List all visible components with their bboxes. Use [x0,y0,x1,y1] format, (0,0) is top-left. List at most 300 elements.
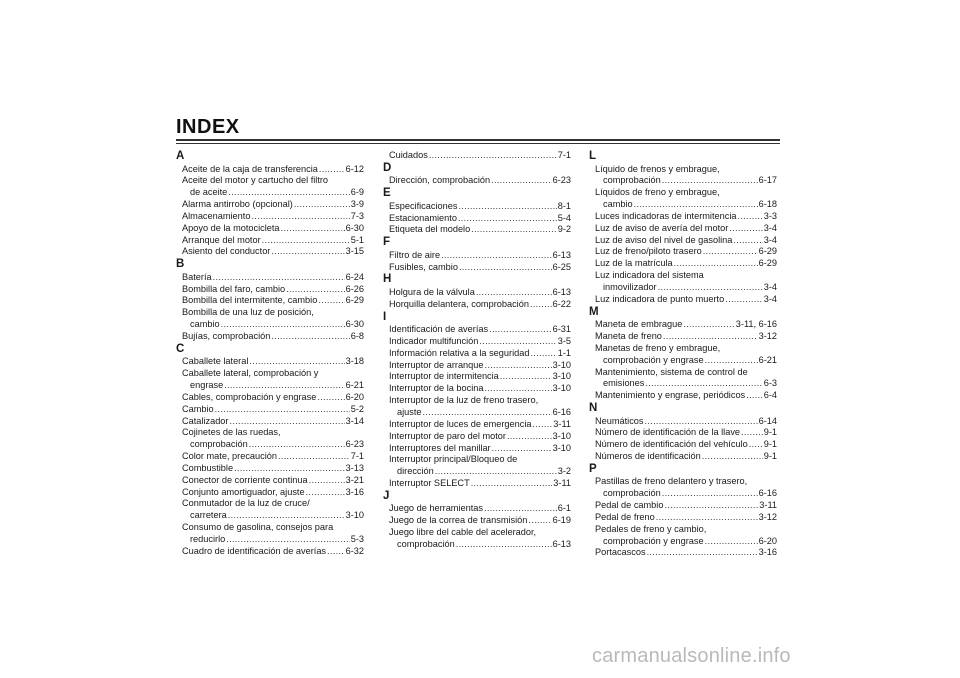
index-entry-text: Luz de aviso del nivel de gasolina [595,234,733,245]
index-entry [589,319,777,331]
index-entry-line: Caballete lateral, comprobación y [182,368,319,379]
dot-leader [729,223,762,235]
index-subentry [589,488,777,500]
index-entry [589,439,777,451]
index-page-number: 3-10 [552,442,571,453]
index-entry [589,512,777,524]
index-letter-heading: B [176,258,185,271]
index-entry-text: Interruptor de luces de emergencia [389,418,532,429]
index-entry-text: Interruptor de intermitencia [389,371,499,382]
dot-leader [435,466,557,478]
index-page-number: 7-3 [350,210,364,221]
index-letter-heading: A [176,150,185,162]
index-entry-text: Número de identificación de la llave [595,427,741,438]
index-entry-text: cambio [603,199,633,210]
index-entry-text: Batería [182,271,212,282]
index-entry [176,164,364,176]
index-entry [383,383,571,395]
dot-leader [737,211,762,223]
index-entry-text: Bombilla del intermitente, cambio [182,295,318,306]
index-entry-text: Catalizador [182,415,229,426]
index-page-number: 6-32 [345,545,364,556]
dot-leader [459,262,552,274]
index-entry-text: Identificación de averías [389,324,489,335]
dot-leader [484,503,557,515]
index-entry-line: Interruptor principal/Bloqueo de [389,454,518,465]
dot-leader [234,463,345,475]
index-entry [176,235,364,247]
dot-leader [441,250,552,262]
index-entry [176,331,364,343]
watermark: carmanualsonline.info [592,645,791,667]
index-entry-line: Líquidos de freno y embrague, [595,187,720,198]
index-entry [176,356,364,368]
index-entry [176,487,364,499]
index-entry-line: Consumo de gasolina, consejos para [182,522,334,533]
dot-leader [271,246,344,258]
index-page-number: 7-1 [557,150,571,160]
index-entry-text: emisiones [603,378,645,389]
index-entry-text: Cuadro de identificación de averías [182,545,327,556]
index-entry [589,235,777,247]
index-page-number: 6-13 [552,286,571,297]
dot-leader [229,416,344,428]
dot-leader [733,235,762,247]
index-entry-text: de aceite [190,187,228,198]
index-entry-text: Indicador multifunción [389,335,479,346]
dot-leader [489,324,552,336]
index-entry-text: Conjunto amortiguador, ajuste [182,486,305,497]
index-entry-text: Bombilla del faro, cambio [182,283,286,294]
title-rule-thin [176,143,780,144]
index-page-number: 6-18 [758,199,777,210]
index-entry-text: cambio [190,319,220,330]
index-subentry [383,539,571,551]
index-page-number: 3-13 [345,462,364,473]
index-subentry [176,319,364,331]
index-page-number: 3-12 [758,511,777,522]
dot-leader [224,380,344,392]
index-page-number: 3-4 [763,234,777,245]
index-subentry [589,282,777,294]
index-entry-line: Bombilla de una luz de posición, [182,307,314,318]
index-page-number: 6-30 [345,319,364,330]
dot-leader [485,360,552,372]
dot-leader [221,319,345,331]
index-entry-text: Aceite de la caja de transferencia [182,163,318,174]
dot-leader [491,175,552,187]
index-entry-text: Luces indicadoras de intermitencia [595,210,737,221]
index-entry [589,427,777,439]
index-entry-text: Luz de aviso de avería del motor [595,222,729,233]
dot-leader [634,199,758,211]
index-entry [176,451,364,463]
index-page-number: 6-13 [552,538,571,549]
index-page-number: 7-1 [350,451,364,462]
index-entry-text: Mantenimiento y engrase, periódicos [595,390,746,401]
index-entry-text: engrase [190,380,224,390]
dot-leader [458,213,557,225]
index-entry [589,451,777,463]
dot-leader [741,427,763,439]
index-subentry [176,187,364,199]
dot-leader [294,199,350,211]
index-entry-text: Horquilla delantera, comprobación [389,298,529,309]
index-entry-text: comprobación y engrase [603,354,704,365]
dot-leader [749,439,763,451]
index-entry-text: comprobación [603,175,661,186]
index-letter-heading: L [589,150,597,162]
dot-leader [271,331,349,343]
index-entry-text: Cables, comprobación y engrase [182,391,317,402]
index-entry [383,299,571,311]
index-entry [383,213,571,225]
index-entry [383,503,571,515]
index-entry-text: inmovilizador [603,281,657,292]
index-entry-text: dirección [397,466,434,477]
index-page-number: 9-1 [763,427,777,438]
dot-leader [664,500,758,512]
index-page-number: 3-10 [552,359,571,370]
index-entry [176,284,364,296]
dot-leader [662,488,758,500]
index-page-number: 8-1 [557,200,571,211]
index-entry-text: Luz de la matrícula [595,258,673,269]
dot-leader [746,390,763,402]
index-entry [383,478,571,490]
index-page-number: 6-4 [763,390,777,401]
index-letter-heading: M [589,305,599,318]
index-page-number: 9-2 [557,224,571,235]
index-page-number: 6-24 [345,271,364,282]
index-entry [589,390,777,402]
index-entry [589,331,777,343]
index-entry-line: Pastillas de freno delantero y trasero, [595,476,748,487]
dot-leader [702,451,763,463]
index-entry-text: Juego de herramientas [389,503,483,514]
dot-leader [663,331,758,343]
index-entry-text: Combustible [182,462,234,473]
dot-leader [228,510,345,522]
index-page-number: 6-1 [557,503,571,514]
dot-leader [507,431,552,443]
index-page-number: 6-29 [345,295,364,306]
index-page-number: 3-10 [552,383,571,394]
dot-leader [317,392,344,404]
index-subentry [383,466,571,478]
index-page-number: 6-30 [345,222,364,233]
index-entry [176,404,364,416]
index-entry-line: Mantenimiento, sistema de control de [595,366,748,377]
dot-leader [725,294,762,306]
index-page-number: 6-14 [758,415,777,426]
index-entry-text: reducirlo [190,533,226,544]
index-entry [589,211,777,223]
index-page-number: 6-19 [552,515,571,526]
index-entry-text: Interruptor de arranque [389,359,484,370]
index-page-number: 6-16 [758,488,777,499]
dot-leader [249,439,345,451]
index-entry-text: Pedal de cambio [595,500,664,511]
index-entry [383,262,571,274]
index-letter-heading: P [589,462,597,475]
index-page-number: 3-5 [557,335,571,346]
index-entry [383,348,571,360]
index-entry [383,360,571,372]
index-page-number: 6-25 [552,261,571,272]
index-entry-text: Pedal de freno [595,511,655,522]
index-entry-text: Maneta de embrague [595,319,683,330]
index-entry-text: Fusibles, cambio [389,261,458,272]
dot-leader [479,336,556,348]
index-entry [589,416,777,428]
index-page-number: 6-9 [350,187,364,198]
index-entry-line: Juego libre del cable del acelerador, [389,527,537,538]
index-entry-text: Apoyo de la motocicleta [182,222,280,233]
index-page-number: 5-1 [350,234,364,245]
index-entry [383,443,571,455]
index-entry [383,150,571,162]
index-entry-line: Aceite del motor y cartucho del filtro [182,175,329,186]
index-page-number: 6-20 [758,535,777,546]
index-page-number: 6-23 [345,439,364,450]
dot-leader [458,201,556,213]
dot-leader [485,383,552,395]
index-entry-text: Bujías, comprobación [182,330,271,341]
dot-leader [658,282,763,294]
index-entry [383,250,571,262]
dot-leader [705,355,758,367]
index-entry [176,211,364,223]
dot-leader [423,407,552,419]
index-letter-heading: C [176,342,185,355]
index-page-number: 6-23 [552,175,571,186]
index-letter-heading: D [383,161,392,174]
index-entry [589,246,777,258]
index-entry-text: ajuste [397,407,422,417]
index-entry [589,500,777,512]
index-page-number: 3-16 [345,486,364,497]
index-page-number: 6-21 [345,380,364,390]
dot-leader [251,211,349,223]
index-page-number: 3-10 [552,430,571,441]
dot-leader [656,512,758,524]
index-entry-text: Cuidados [389,150,428,160]
index-entry [589,547,777,559]
dot-leader [327,546,345,558]
index-page-number: 6-31 [552,324,571,335]
index-entry-text: Filtro de aire [389,249,441,260]
index-page-number: 6-17 [758,175,777,186]
index-entry [176,223,364,235]
index-page-number: 3-3 [763,210,777,221]
index-subentry [176,439,364,451]
index-subentry [589,536,777,548]
index-page-number: 6-12 [345,163,364,174]
dot-leader [262,235,350,247]
index-entry [176,295,364,307]
dot-leader [228,187,349,199]
index-page-number: 3-16 [758,547,777,558]
index-entry [383,201,571,213]
index-subentry [176,510,364,522]
dot-leader [533,419,553,431]
index-entry-text: Etiqueta del modelo [389,224,471,235]
dot-leader [500,371,552,383]
index-page-number: 3-14 [345,415,364,426]
index-page-number: 6-21 [758,354,777,365]
index-entry-text: Almacenamiento [182,210,251,221]
index-entry [383,287,571,299]
title-rule-thick [176,139,780,141]
index-entry-text: Números de identificación [595,451,701,462]
dot-leader [215,404,350,416]
index-letter-heading: E [383,187,391,200]
dot-leader [645,378,762,390]
index-page-number: 6-16 [552,407,571,417]
index-letter-heading: H [383,273,392,286]
index-entry-text: Neumáticos [595,415,644,426]
index-entry-text: Dirección, comprobación [389,175,491,186]
index-entry [176,246,364,258]
index-page-number: 6-8 [350,330,364,341]
dot-leader [213,272,345,284]
index-column-3 [589,150,777,559]
index-entry-text: Número de identificación del vehículo [595,439,748,450]
index-page-number: 6-26 [345,283,364,294]
index-entry-text: Maneta de freno [595,330,662,341]
dot-leader [703,246,758,258]
dot-leader [683,319,734,331]
index-entry-text: Color mate, precaución [182,451,277,462]
index-entry [176,463,364,475]
index-entry-line: Interruptor de la luz de freno trasero, [389,395,539,406]
index-subentry [589,378,777,390]
dot-leader [456,539,552,551]
index-page-number: 6-13 [552,249,571,260]
dot-leader [309,475,345,487]
index-page-number: 5-3 [350,533,364,544]
dot-leader [530,348,556,360]
page-title: INDEX [176,116,240,138]
index-entry-text: Portacascos [595,547,646,558]
index-entry [176,392,364,404]
index-page-number: 3-10 [345,510,364,521]
dot-leader [249,356,344,368]
dot-leader [318,295,344,307]
index-entry-text: Estacionamiento [389,212,457,223]
dot-leader [528,515,551,527]
index-page-number: 3-11 [553,478,571,489]
index-entry-text: Luz indicadora de punto muerto [595,293,725,304]
index-page-number: 1-1 [557,347,571,358]
index-subentry [176,380,364,392]
index-letter-heading: N [589,402,598,415]
dot-leader [705,536,758,548]
index-entry [383,324,571,336]
index-entry [383,431,571,443]
index-entry [589,223,777,235]
dot-leader [278,451,350,463]
index-page-number: 3-21 [345,474,364,485]
index-page-number: 3-18 [345,356,364,367]
index-entry-line: Pedales de freno y cambio, [595,523,707,534]
index-page-number: 3-12 [758,330,777,341]
dot-leader [429,150,557,162]
index-column-1 [176,150,364,558]
index-page-number: 3-15 [345,246,364,257]
index-page-number: 3-9 [350,199,364,210]
index-page-number: 3-11 [759,500,777,511]
index-entry [589,294,777,306]
index-entry-text: comprobación [397,538,455,549]
index-entry-text: Interruptor de paro del motor [389,430,506,441]
index-page-number: 6-3 [763,378,777,389]
index-entry [176,475,364,487]
index-letter-heading: F [383,236,391,249]
index-entry [589,258,777,270]
index-entry [383,515,571,527]
index-entry [383,224,571,236]
index-entry [176,272,364,284]
index-entry-text: Interruptores del manillar [389,442,491,453]
dot-leader [662,175,758,187]
index-entry-text: carretera [190,510,227,521]
dot-leader [645,416,758,428]
index-page-number: 5-4 [557,212,571,223]
index-page-number: 3-2 [557,466,571,477]
index-entry-line: Conmutador de la luz de cruce/ [182,498,310,509]
index-letter-heading: J [383,489,390,502]
index-subentry [176,534,364,546]
index-entry-text: Luz de freno/piloto trasero [595,246,702,257]
index-entry-text: Juego de la correa de transmisión [389,515,528,526]
dot-leader [281,223,345,235]
index-entry-text: Holgura de la válvula [389,286,475,297]
dot-leader [471,224,557,236]
index-entry [176,546,364,558]
dot-leader [306,487,345,499]
index-page-number: 6-22 [552,298,571,309]
index-page-number: 9-1 [763,451,777,462]
index-entry-line: Cojinetes de las ruedas, [182,427,281,438]
index-entry-text: Interruptor SELECT [389,478,470,489]
index-page-number: 3-11, 6-16 [735,319,777,330]
index-page-number: 6-20 [345,391,364,402]
dot-leader [226,534,349,546]
index-entry-text: Especificaciones [389,200,458,211]
index-entry-text: comprobación [603,488,661,499]
index-entry [176,416,364,428]
index-entry [383,371,571,383]
index-entry [383,419,571,431]
index-page-number: 3-4 [763,281,777,292]
index-subentry [589,199,777,211]
index-subentry [589,355,777,367]
index-entry-text: Interruptor de la bocina [389,383,484,394]
index-page-number: 3-10 [552,371,571,382]
index-entry-line: Manetas de freno y embrague, [595,342,721,353]
index-page-number: 9-1 [763,439,777,450]
index-page-number: 5-2 [350,403,364,414]
index-entry [383,336,571,348]
dot-leader [674,258,758,270]
index-page-number: 3-4 [763,293,777,304]
dot-leader [471,478,553,490]
index-entry-text: comprobación [190,439,248,450]
index-entry [176,199,364,211]
index-page-number: 3-4 [763,222,777,233]
